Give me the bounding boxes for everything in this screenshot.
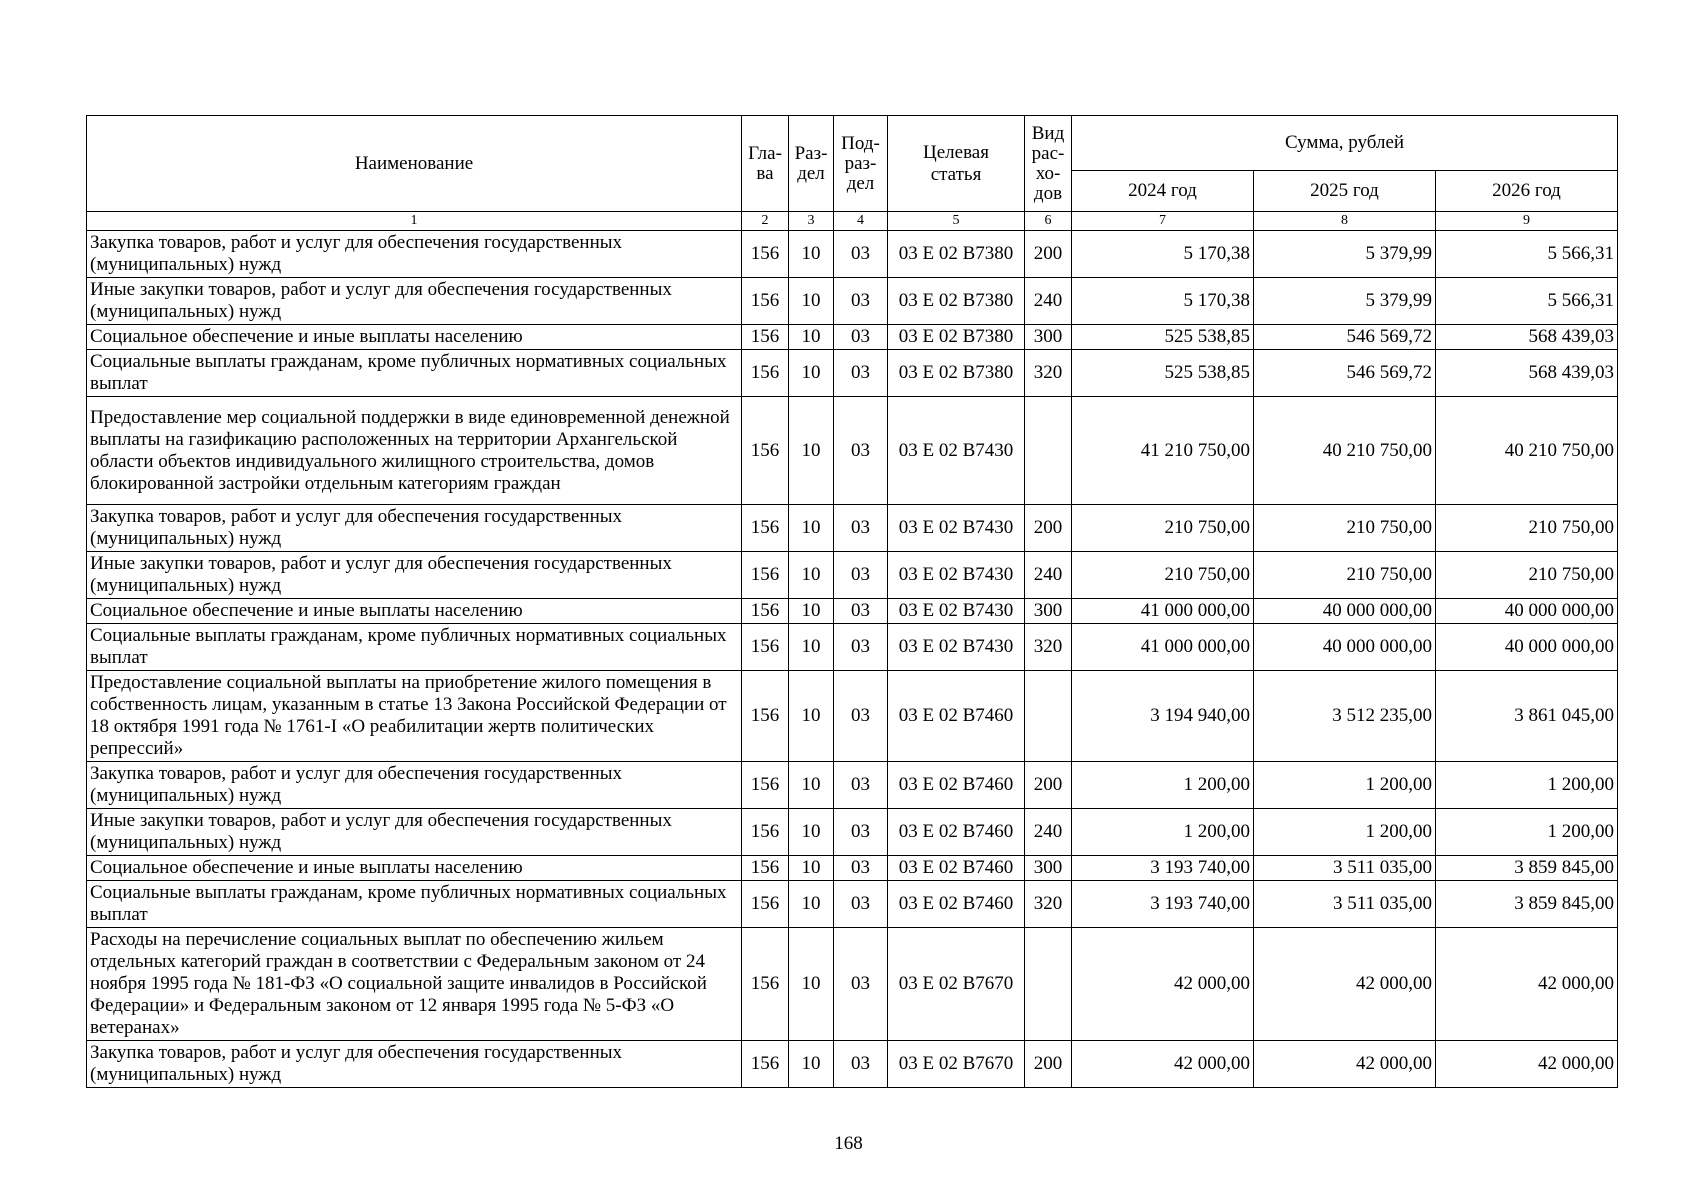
row-sum-2026: 3 859 845,00 [1436, 856, 1618, 881]
row-kind [1025, 671, 1072, 762]
column-number: 7 [1072, 212, 1254, 231]
header-target-text: Целевая статья [923, 141, 989, 185]
row-chapter: 156 [742, 397, 789, 505]
row-sum-2025: 5 379,99 [1254, 278, 1436, 325]
column-number: 3 [789, 212, 834, 231]
row-sum-2025: 5 379,99 [1254, 231, 1436, 278]
row-sum-2025: 210 750,00 [1254, 505, 1436, 552]
row-sum-2024: 42 000,00 [1072, 1041, 1254, 1088]
column-number: 1 [87, 212, 742, 231]
row-sum-2026: 3 861 045,00 [1436, 671, 1618, 762]
row-target: 03 Е 02 В7670 [888, 928, 1025, 1041]
row-kind: 300 [1025, 856, 1072, 881]
row-sum-2025: 40 000 000,00 [1254, 624, 1436, 671]
row-name: Закупка товаров, работ и услуг для обеспечения государственных (муниципальных) нужд [87, 762, 742, 809]
row-subsection: 03 [834, 505, 888, 552]
row-chapter: 156 [742, 671, 789, 762]
row-sum-2026: 210 750,00 [1436, 552, 1618, 599]
table-row [87, 881, 1618, 928]
row-chapter: 156 [742, 350, 789, 397]
row-subsection: 03 [834, 928, 888, 1041]
row-section: 10 [789, 856, 834, 881]
row-name: Иные закупки товаров, работ и услуг для обеспечения государственных (муниципальных) нужд [87, 809, 742, 856]
row-name: Социальное обеспечение и иные выплаты населению [87, 599, 742, 624]
row-sum-2025: 40 000 000,00 [1254, 599, 1436, 624]
table-row [87, 278, 1618, 325]
row-section: 10 [789, 505, 834, 552]
row-chapter: 156 [742, 809, 789, 856]
row-target: 03 Е 02 В7460 [888, 809, 1025, 856]
header-kind-text: Вид рас- хо- дов [1031, 122, 1065, 204]
row-sum-2024: 41 000 000,00 [1072, 599, 1254, 624]
row-sum-2026: 3 859 845,00 [1436, 881, 1618, 928]
row-chapter: 156 [742, 505, 789, 552]
row-subsection: 03 [834, 624, 888, 671]
row-chapter: 156 [742, 624, 789, 671]
row-kind: 300 [1025, 325, 1072, 350]
row-target: 03 Е 02 В7460 [888, 856, 1025, 881]
row-sum-2025: 42 000,00 [1254, 928, 1436, 1041]
row-kind: 200 [1025, 1041, 1072, 1088]
row-subsection: 03 [834, 325, 888, 350]
row-section: 10 [789, 928, 834, 1041]
row-section: 10 [789, 397, 834, 505]
row-section: 10 [789, 762, 834, 809]
row-sum-2024: 1 200,00 [1072, 762, 1254, 809]
row-kind: 200 [1025, 762, 1072, 809]
row-sum-2024: 3 193 740,00 [1072, 881, 1254, 928]
row-name: Социальные выплаты гражданам, кроме публичных нормативных социальных выплат [87, 350, 742, 397]
row-sum-2025: 42 000,00 [1254, 1041, 1436, 1088]
column-number: 4 [834, 212, 888, 231]
row-target: 03 Е 02 В7430 [888, 505, 1025, 552]
row-name: Социальное обеспечение и иные выплаты населению [87, 856, 742, 881]
row-sum-2025: 3 511 035,00 [1254, 881, 1436, 928]
table-row [87, 231, 1618, 278]
header-target [888, 116, 1025, 212]
row-kind [1025, 928, 1072, 1041]
row-subsection: 03 [834, 809, 888, 856]
row-sum-2024: 5 170,38 [1072, 231, 1254, 278]
row-subsection: 03 [834, 762, 888, 809]
column-number: 5 [888, 212, 1025, 231]
row-subsection: 03 [834, 671, 888, 762]
row-kind: 240 [1025, 552, 1072, 599]
row-sum-2024: 210 750,00 [1072, 505, 1254, 552]
table-row [87, 1041, 1618, 1088]
row-name: Социальные выплаты гражданам, кроме публичных нормативных социальных выплат [87, 881, 742, 928]
row-sum-2025: 3 511 035,00 [1254, 856, 1436, 881]
row-section: 10 [789, 624, 834, 671]
row-sum-2024: 1 200,00 [1072, 809, 1254, 856]
row-sum-2026: 40 210 750,00 [1436, 397, 1618, 505]
row-name: Социальное обеспечение и иные выплаты населению [87, 325, 742, 350]
row-target: 03 Е 02 В7430 [888, 552, 1025, 599]
table-row [87, 325, 1618, 350]
row-subsection: 03 [834, 856, 888, 881]
row-target: 03 Е 02 В7380 [888, 278, 1025, 325]
row-chapter: 156 [742, 231, 789, 278]
row-target: 03 Е 02 В7430 [888, 397, 1025, 505]
row-section: 10 [789, 231, 834, 278]
row-sum-2026: 568 439,03 [1436, 350, 1618, 397]
table-row [87, 809, 1618, 856]
column-number: 9 [1436, 212, 1618, 231]
row-chapter: 156 [742, 599, 789, 624]
row-kind: 200 [1025, 231, 1072, 278]
column-number: 6 [1025, 212, 1072, 231]
row-name: Иные закупки товаров, работ и услуг для обеспечения государственных (муниципальных) нужд [87, 278, 742, 325]
page-number: 168 [834, 1133, 863, 1154]
row-subsection: 03 [834, 231, 888, 278]
row-sum-2024: 5 170,38 [1072, 278, 1254, 325]
row-subsection: 03 [834, 397, 888, 505]
row-name: Предоставление мер социальной поддержки в виде единовременной денежной выплаты на газификацию расположенных на территории Архангельской области объектов индивидуального жилищного строительства, домов блокированной застройки отдельным категориям граждан [87, 397, 742, 505]
row-sum-2025: 210 750,00 [1254, 552, 1436, 599]
row-name: Расходы на перечисление социальных выплат по обеспечению жильем отдельных категорий граждан в соответствии с Федеральным законом от 24 ноября 1995 года № 181-ФЗ «О социальной защите инвалидов в Российской Федерации» и Федеральным законом от 12 января 1995 года № 5-ФЗ «О ветеранах» [87, 928, 742, 1041]
table-row [87, 599, 1618, 624]
row-target: 03 Е 02 В7460 [888, 671, 1025, 762]
table-row [87, 928, 1618, 1041]
row-sum-2024: 210 750,00 [1072, 552, 1254, 599]
row-chapter: 156 [742, 856, 789, 881]
row-sum-2026: 1 200,00 [1436, 762, 1618, 809]
row-section: 10 [789, 552, 834, 599]
row-sum-2024: 41 000 000,00 [1072, 624, 1254, 671]
header-chapter-text: Гла- ва [748, 142, 782, 184]
row-sum-2025: 3 512 235,00 [1254, 671, 1436, 762]
row-chapter: 156 [742, 552, 789, 599]
row-chapter: 156 [742, 325, 789, 350]
row-subsection: 03 [834, 1041, 888, 1088]
row-sum-2026: 5 566,31 [1436, 278, 1618, 325]
header-subsection [834, 116, 888, 212]
header-subsection-text: Под- раз- дел [841, 132, 880, 194]
row-kind: 320 [1025, 881, 1072, 928]
row-sum-2025: 1 200,00 [1254, 809, 1436, 856]
row-sum-2025: 1 200,00 [1254, 762, 1436, 809]
table-row [87, 505, 1618, 552]
row-sum-2026: 5 566,31 [1436, 231, 1618, 278]
row-target: 03 Е 02 В7380 [888, 325, 1025, 350]
column-numbers-row [87, 212, 1618, 231]
row-kind: 300 [1025, 599, 1072, 624]
table-row [87, 671, 1618, 762]
row-target: 03 Е 02 В7430 [888, 624, 1025, 671]
row-sum-2024: 3 194 940,00 [1072, 671, 1254, 762]
table-body [87, 231, 1618, 1088]
row-sum-2026: 568 439,03 [1436, 325, 1618, 350]
row-kind: 240 [1025, 809, 1072, 856]
row-subsection: 03 [834, 350, 888, 397]
row-subsection: 03 [834, 599, 888, 624]
row-kind: 320 [1025, 624, 1072, 671]
header-chapter [742, 116, 789, 212]
row-name: Предоставление социальной выплаты на приобретение жилого помещения в собственность лицам, указанным в статье 13 Закона Российской Федерации от 18 октября 1991 года № 1761-I «О реабилитации жертв политических репрессий» [87, 671, 742, 762]
header-kind [1025, 116, 1072, 212]
row-target: 03 Е 02 В7670 [888, 1041, 1025, 1088]
row-section: 10 [789, 809, 834, 856]
row-name: Иные закупки товаров, работ и услуг для обеспечения государственных (муниципальных) нужд [87, 552, 742, 599]
row-sum-2026: 1 200,00 [1436, 809, 1618, 856]
row-chapter: 156 [742, 762, 789, 809]
table-row [87, 762, 1618, 809]
row-section: 10 [789, 1041, 834, 1088]
table-row [87, 350, 1618, 397]
row-kind: 200 [1025, 505, 1072, 552]
row-target: 03 Е 02 В7380 [888, 231, 1025, 278]
row-target: 03 Е 02 В7460 [888, 762, 1025, 809]
row-kind [1025, 397, 1072, 505]
table-row [87, 856, 1618, 881]
header-2026: 2026 год [1436, 171, 1618, 212]
header-section [789, 116, 834, 212]
row-sum-2026: 40 000 000,00 [1436, 624, 1618, 671]
budget-table [86, 115, 1618, 1088]
row-sum-2025: 40 210 750,00 [1254, 397, 1436, 505]
row-sum-2024: 525 538,85 [1072, 325, 1254, 350]
row-kind: 320 [1025, 350, 1072, 397]
row-target: 03 Е 02 В7430 [888, 599, 1025, 624]
row-chapter: 156 [742, 278, 789, 325]
row-subsection: 03 [834, 552, 888, 599]
row-sum-2026: 40 000 000,00 [1436, 599, 1618, 624]
header-2025: 2025 год [1254, 171, 1436, 212]
row-sum-2024: 42 000,00 [1072, 928, 1254, 1041]
row-sum-2026: 42 000,00 [1436, 928, 1618, 1041]
row-name: Закупка товаров, работ и услуг для обеспечения государственных (муниципальных) нужд [87, 505, 742, 552]
row-chapter: 156 [742, 881, 789, 928]
row-target: 03 Е 02 В7460 [888, 881, 1025, 928]
row-section: 10 [789, 325, 834, 350]
row-section: 10 [789, 278, 834, 325]
row-section: 10 [789, 671, 834, 762]
row-subsection: 03 [834, 881, 888, 928]
row-subsection: 03 [834, 278, 888, 325]
row-name: Социальные выплаты гражданам, кроме публичных нормативных социальных выплат [87, 624, 742, 671]
row-sum-2026: 42 000,00 [1436, 1041, 1618, 1088]
row-sum-2025: 546 569,72 [1254, 325, 1436, 350]
table-row [87, 624, 1618, 671]
column-number: 2 [742, 212, 789, 231]
row-section: 10 [789, 599, 834, 624]
row-target: 03 Е 02 В7380 [888, 350, 1025, 397]
header-2024: 2024 год [1072, 171, 1254, 212]
row-sum-2025: 546 569,72 [1254, 350, 1436, 397]
header-sum: Сумма, рублей [1072, 116, 1618, 171]
column-number: 8 [1254, 212, 1436, 231]
row-sum-2024: 3 193 740,00 [1072, 856, 1254, 881]
row-kind: 240 [1025, 278, 1072, 325]
row-sum-2026: 210 750,00 [1436, 505, 1618, 552]
row-name: Закупка товаров, работ и услуг для обеспечения государственных (муниципальных) нужд [87, 231, 742, 278]
table-row [87, 552, 1618, 599]
header-section-text: Раз- дел [794, 142, 828, 184]
row-name: Закупка товаров, работ и услуг для обеспечения государственных (муниципальных) нужд [87, 1041, 742, 1088]
row-sum-2024: 41 210 750,00 [1072, 397, 1254, 505]
row-sum-2024: 525 538,85 [1072, 350, 1254, 397]
row-section: 10 [789, 881, 834, 928]
table-row [87, 397, 1618, 505]
header-name: Наименование [87, 116, 742, 212]
row-chapter: 156 [742, 928, 789, 1041]
row-section: 10 [789, 350, 834, 397]
row-chapter: 156 [742, 1041, 789, 1088]
